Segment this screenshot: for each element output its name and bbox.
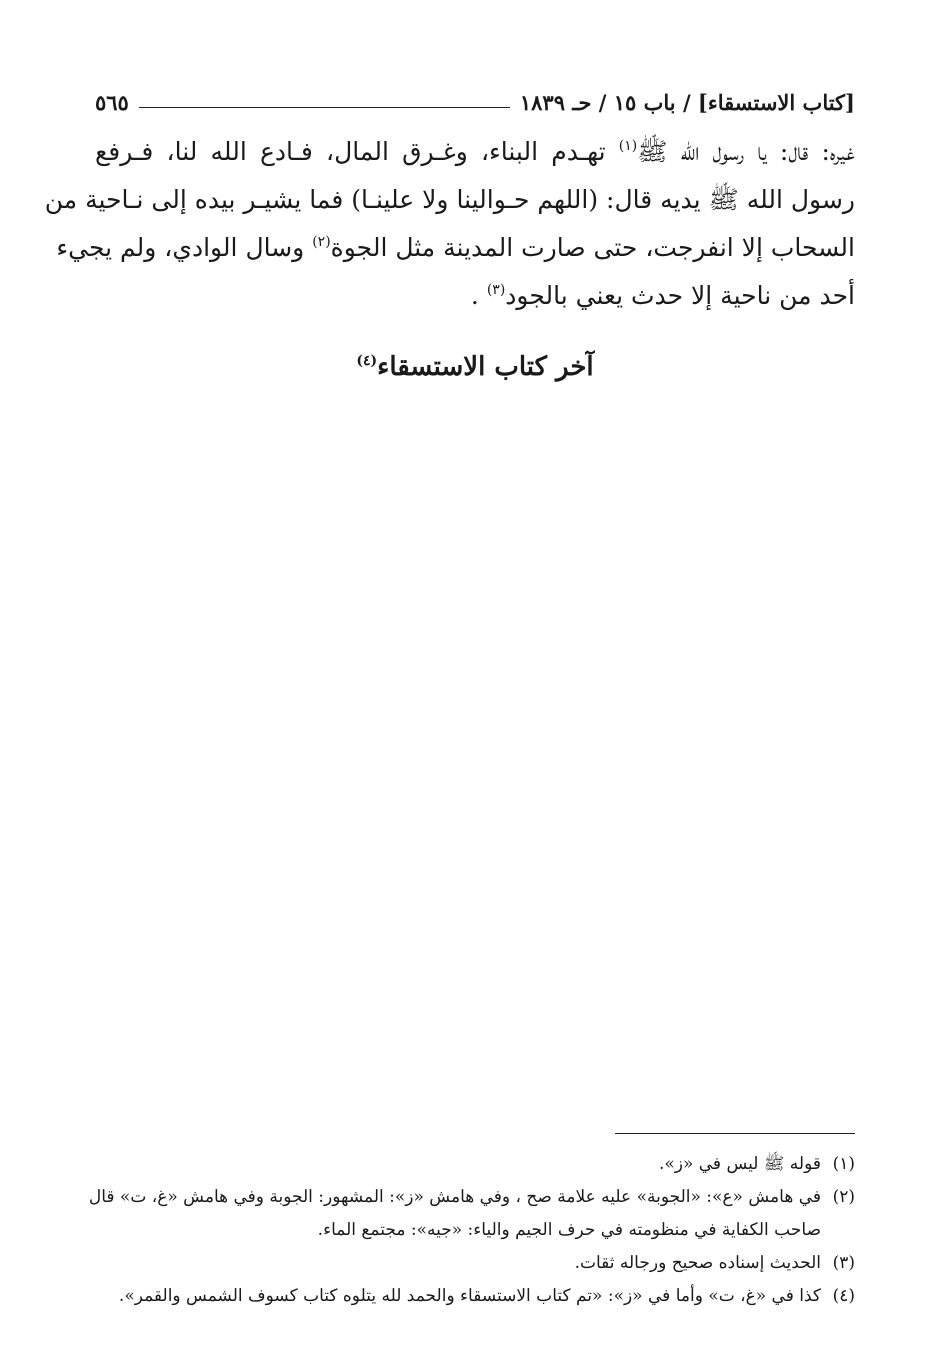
page-number: ٥٦٥ — [95, 89, 129, 115]
body-line: غيره: قال: يا رسول الله ﷺ$^{(١)}$ تهـدم البناء، وغـرق المال، فـادع الله لنا، فـرفع — [95, 137, 855, 166]
footnote-number: (٣) — [832, 1253, 855, 1273]
footnote: (٢)في هامش «ع»: «الجوبة» عليه علامة صح ، وفي هامش «ز»: المشهور: الجوبة وفي هامش «غ، ت» قال — [95, 1181, 855, 1214]
footnote-number: (٤) — [832, 1286, 855, 1306]
footnote-number: (٢) — [832, 1187, 855, 1207]
running-header — [95, 84, 855, 120]
footnote-ref: (٣) — [486, 282, 506, 298]
body-line: أحد من ناحية إلا حدث يعني بالجود$^{(٣)}$ . — [470, 281, 855, 310]
footnote-continuation: صاحب الكفاية في منظومته في حرف الجيم والياء: «جيه»: مجتمع الماء. — [317, 1220, 821, 1240]
footnote-ref: (٢) — [312, 234, 331, 250]
body-line: رسول الله ﷺ يديه قال: (اللهم حـوالينا ولا علينـا) فما يشيـر بيده إلى نـاحية من — [44, 185, 855, 214]
header-title: [كتاب الاستسقاء] / باب ١٥ / حـ ١٨٣٩ — [519, 89, 855, 115]
body-line: السحاب إلا انفرجت، حتى صارت المدينة مثل الجوة$^{(٢)}$ وسال الوادي، ولم يجيء — [56, 233, 855, 262]
footnote-ref: (١) — [618, 138, 638, 154]
footnotes — [88, 1148, 855, 1313]
body-text — [44, 128, 855, 320]
footnote: (٣)الحديث إسناده صحيح ورجاله ثقات. — [95, 1247, 855, 1280]
footnote-ref: (٤) — [356, 353, 378, 369]
footnote: (٤)كذا في «غ، ت» وأما في «ز»: «تم كتاب الاستسقاء والحمد لله يتلوه كتاب كسوف الشمس والقمر». — [95, 1280, 855, 1313]
footnote-separator — [615, 1133, 855, 1134]
footnote: (١)قوله ﷺ ليس في «ز». — [95, 1148, 855, 1181]
section-end-heading: آخر كتاب الاستسقاء$^{(٤)}$ — [356, 352, 594, 382]
header-rule — [139, 107, 510, 108]
footnote-number: (١) — [832, 1154, 855, 1174]
